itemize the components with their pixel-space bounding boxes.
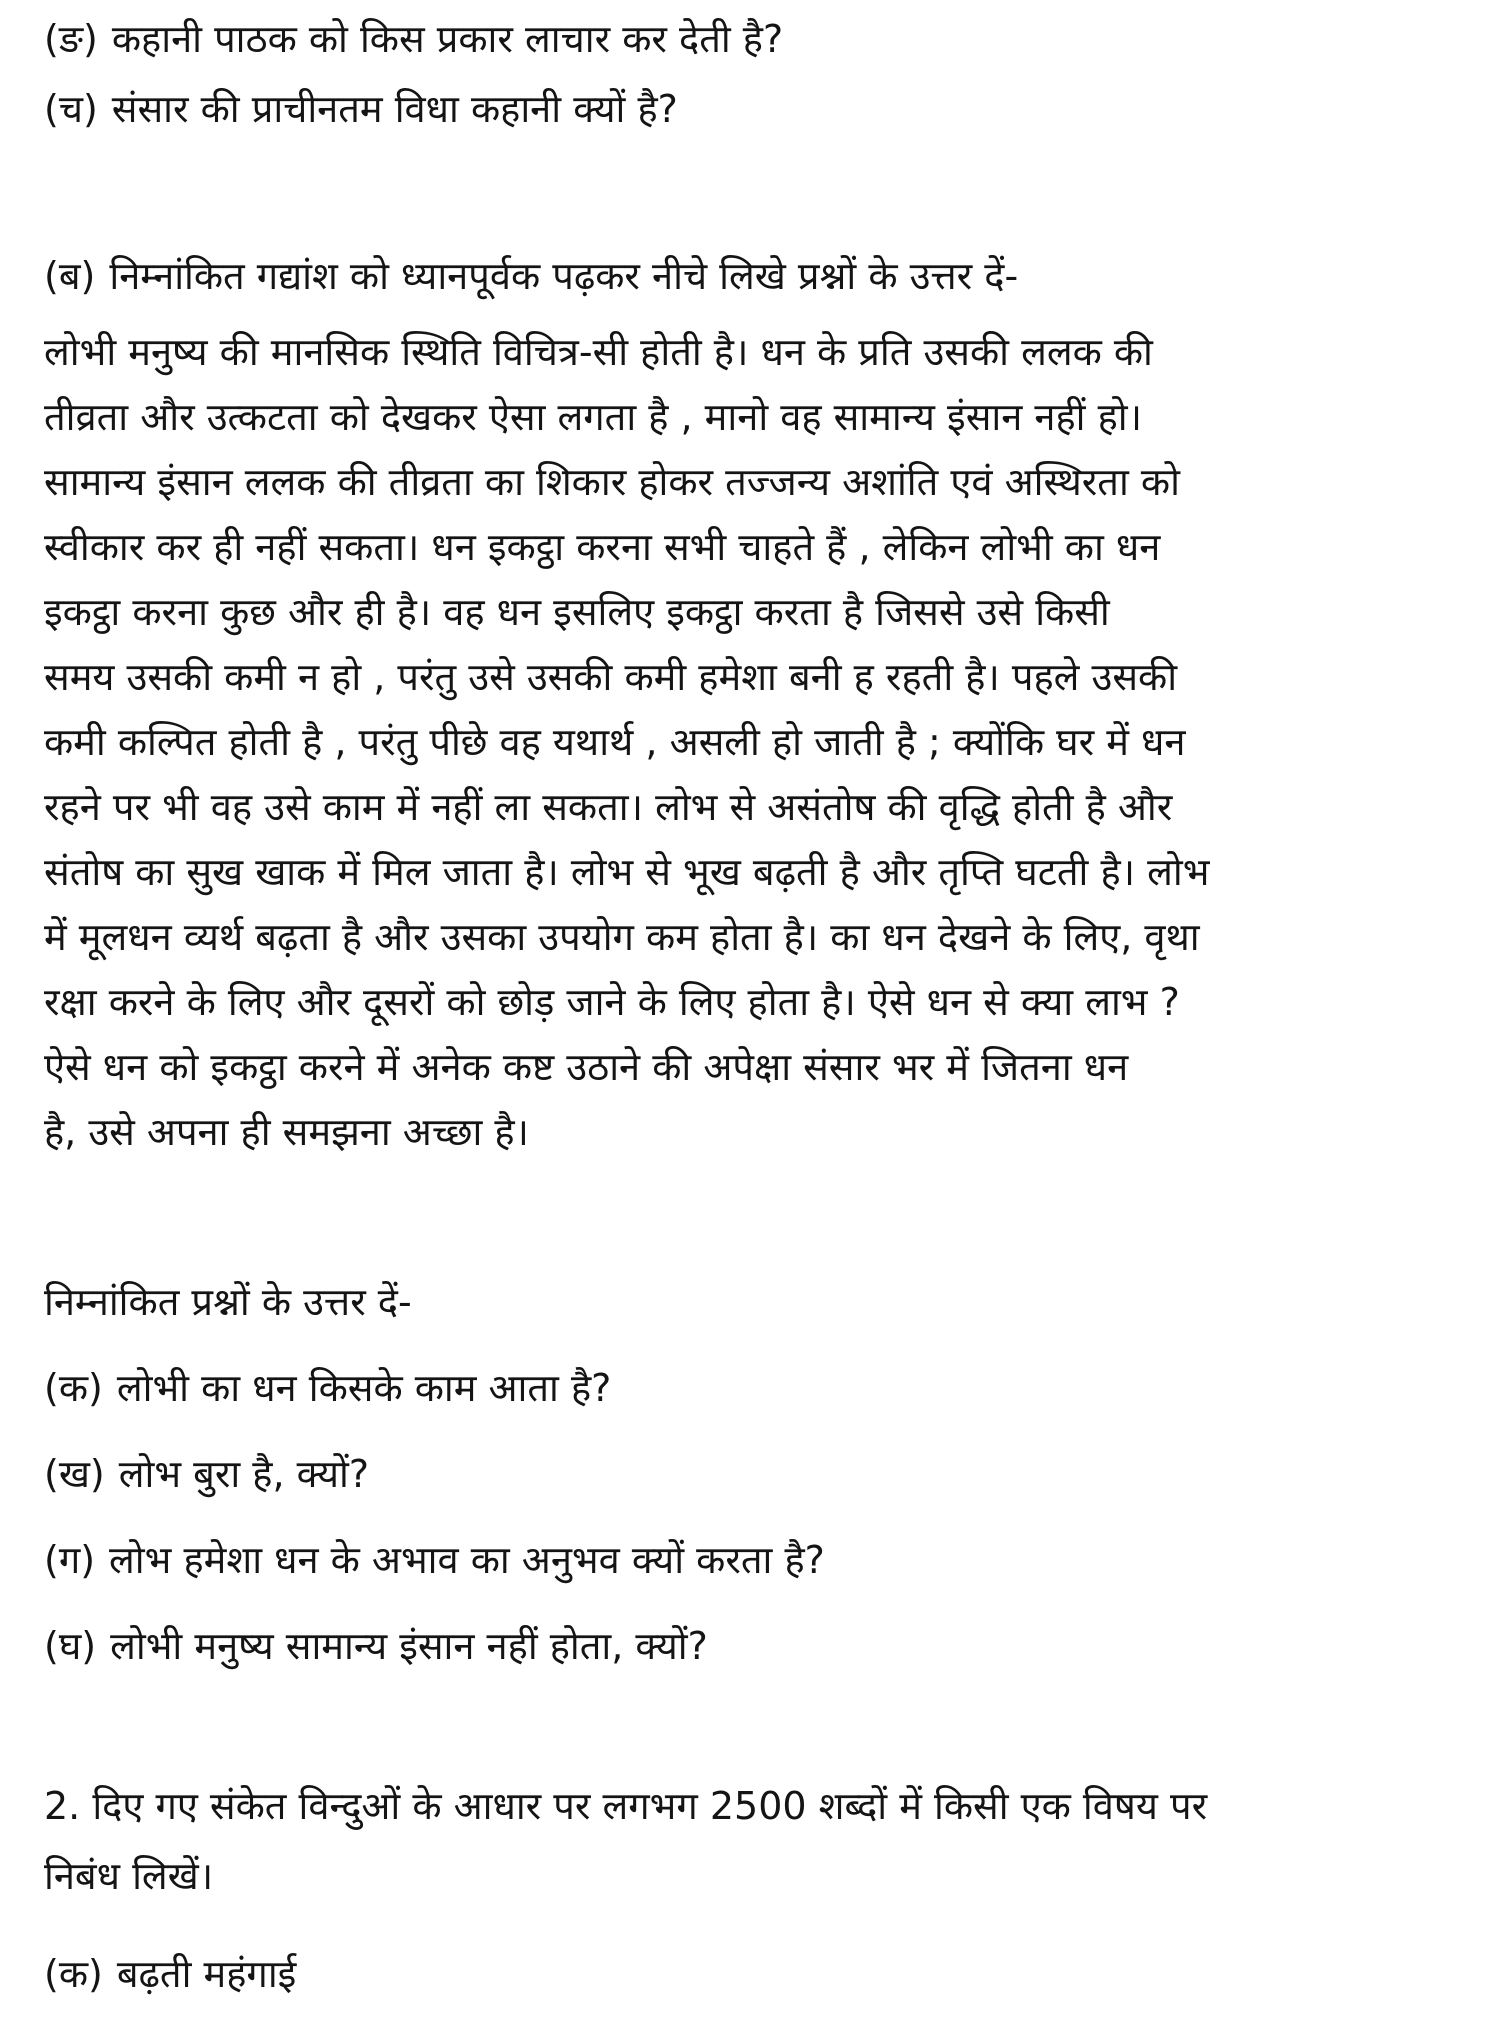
- essay-instruction-line: निबंध लिखें।: [44, 1854, 214, 1898]
- passage-line: तीव्रता और उत्कटता को देखकर ऐसा लगता है , मानो वह सामान्य इंसान नहीं हो।: [44, 395, 1143, 439]
- passage-line: कमी कल्पित होती है , परंतु पीछे वह यथार्थ , असली हो जाती है ; क्योंकि घर में धन: [44, 720, 1186, 764]
- passage-body: [44, 320, 1461, 1165]
- topic-label: (क): [44, 1952, 103, 1996]
- essay-instruction-line: 2. दिए गए संकेत विन्दुओं के आधार पर लगभग 2500 शब्दों में किसी एक विषय पर: [44, 1784, 1208, 1828]
- questions-heading: निम्नांकित प्रश्नों के उत्तर दें-: [44, 1280, 412, 1324]
- question-item-gha: [44, 1621, 1461, 1671]
- question-label: (च): [44, 87, 98, 131]
- passage-line: ऐसे धन को इकट्ठा करने में अनेक कष्ट उठाने की अपेक्षा संसार भर में जितना धन: [44, 1045, 1129, 1089]
- passage-line: लोभी मनुष्य की मानसिक स्थिति विचित्र-सी होती है। धन के प्रति उसकी ललक की: [44, 330, 1153, 374]
- question-text: संसार की प्राचीनतम विधा कहानी क्यों है?: [111, 87, 678, 131]
- question-label: (ग): [44, 1538, 96, 1582]
- passage-line: समय उसकी कमी न हो , परंतु उसे उसकी कमी हमेशा बनी ह रहती है। पहले उसकी: [44, 655, 1178, 699]
- question-text: लोभ हमेशा धन के अभाव का अनुभव क्यों करता है?: [109, 1538, 825, 1582]
- question-item-cha: [44, 84, 1461, 134]
- passage-line: सामान्य इंसान ललक की तीव्रता का शिकार होकर तज्जन्य अशांति एवं अस्थिरता को: [44, 460, 1180, 504]
- question-text: लोभ बुरा है, क्यों?: [118, 1452, 370, 1496]
- question-label: (घ): [44, 1624, 97, 1668]
- question-item-kha: [44, 1449, 1461, 1499]
- passage-line: संतोष का सुख खाक में मिल जाता है। लोभ से भूख बढ़ती है और तृप्ति घटती है। लोभ: [44, 850, 1210, 894]
- question-label: (क): [44, 1366, 103, 1410]
- passage-line: में मूलधन व्यर्थ बढ़ता है और उसका उपयोग कम होता है। का धन देखने के लिए, वृथा: [44, 915, 1200, 959]
- passage-line: रहने पर भी वह उसे काम में नहीं ला सकता। लोभ से असंतोष की वृद्धि होती है और: [44, 785, 1173, 829]
- question-label: (ख): [44, 1452, 105, 1496]
- passage-section-heading: [44, 250, 1461, 302]
- question-text: लोभी मनुष्य सामान्य इंसान नहीं होता, क्यों?: [110, 1624, 708, 1668]
- passage-line: रक्षा करने के लिए और दूसरों को छोड़ जाने के लिए होता है। ऐसे धन से क्या लाभ ?: [44, 980, 1180, 1024]
- passage-line: इकट्ठा करना कुछ और ही है। वह धन इसलिए इकट्ठा करता है जिससे उसे किसी: [44, 590, 1110, 634]
- topic-text: बढ़ती महंगाई: [116, 1952, 297, 1996]
- question-item-nga: [44, 14, 1461, 64]
- question-text: लोभी का धन किसके काम आता है?: [116, 1366, 612, 1410]
- essay-topic-item: [44, 1949, 1461, 1999]
- passage-line: स्वीकार कर ही नहीं सकता। धन इकट्ठा करना सभी चाहते हैं , लेकिन लोभी का धन: [44, 525, 1161, 569]
- essay-instruction: [44, 1771, 1461, 1911]
- section-label: (ब): [44, 254, 96, 298]
- question-text: कहानी पाठक को किस प्रकार लाचार कर देती है?: [111, 17, 784, 61]
- question-label: (ङ): [44, 17, 98, 61]
- section-instruction: निम्नांकित गद्यांश को ध्यानपूर्वक पढ़कर नीचे लिखे प्रश्नों के उत्तर दें-: [109, 254, 1019, 298]
- question-item-ka: [44, 1363, 1461, 1413]
- passage-line: है, उसे अपना ही समझना अच्छा है।: [44, 1110, 529, 1154]
- question-item-ga: [44, 1535, 1461, 1585]
